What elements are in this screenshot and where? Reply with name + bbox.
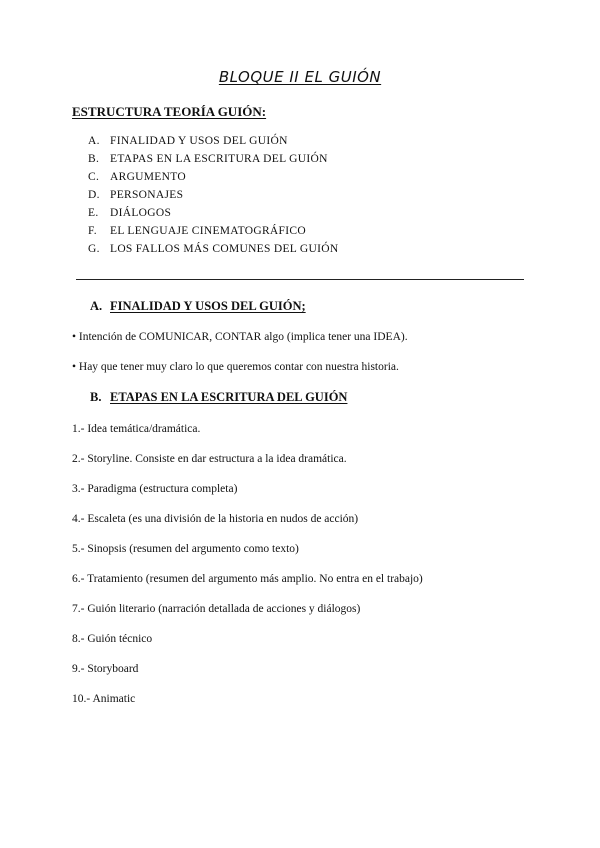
writing-steps-list [72,421,423,721]
step-item: 4.- Escaleta (es una división de la historia en nudos de acción) [72,513,359,525]
toc-letter: A. [88,135,100,147]
toc-letter: G. [88,243,100,255]
toc-text: ETAPAS EN LA ESCRITURA DEL GUIÓN [110,153,328,165]
toc-letter: D. [88,189,100,201]
toc-item [88,204,338,222]
section-b-title: ETAPAS EN LA ESCRITURA DEL GUIÓN [110,390,348,404]
section-a-bullet: • Hay que tener muy claro lo que queremos contar con nuestra historia. [72,361,399,373]
toc-text: LOS FALLOS MÁS COMUNES DEL GUIÓN [110,243,339,255]
section-a-heading [90,299,306,314]
toc-item [88,168,338,186]
step-item: 5.- Sinopsis (resumen del argumento como texto) [72,543,299,555]
toc-text: ARGUMENTO [110,171,186,183]
step-item: 3.- Paradigma (estructura completa) [72,483,238,495]
step-item: 2.- Storyline. Consiste en dar estructura a la idea dramática. [72,453,347,465]
toc-item [88,132,338,150]
section-b-heading [90,390,347,405]
structure-heading: ESTRUCTURA TEORÍA GUIÓN: [72,104,267,119]
section-a-letter: A. [90,299,103,313]
toc-item [88,150,338,168]
step-item: 7.- Guión literario (narración detallada de acciones y diálogos) [72,603,361,615]
section-b-letter: B. [90,390,102,404]
step-item: 10.- Animatic [72,693,136,705]
toc-text: FINALIDAD Y USOS DEL GUIÓN [110,135,288,147]
toc-letter: F. [88,225,97,237]
step-item: 9.- Storyboard [72,663,139,675]
horizontal-divider [76,279,524,280]
step-item: 1.- Idea temática/dramática. [72,423,201,435]
toc-text: EL LENGUAJE CINEMATOGRÁFICO [110,225,306,237]
toc-text: DIÁLOGOS [110,207,172,219]
section-a-bullet: • Intención de COMUNICAR, CONTAR algo (implica tener una IDEA). [72,331,408,343]
toc-item [88,222,338,240]
toc-item [88,186,338,204]
step-item: 6.- Tratamiento (resumen del argumento más amplio. No entra en el trabajo) [72,573,423,585]
toc-text: PERSONAJES [110,189,184,201]
toc-item [88,240,338,258]
table-of-contents [88,132,338,258]
page-title: BLOQUE II EL GUIÓN [218,68,382,86]
toc-letter: C. [88,171,100,183]
toc-letter: E. [88,207,99,219]
toc-letter: B. [88,153,100,165]
section-a-title: FINALIDAD Y USOS DEL GUIÓN; [110,299,306,313]
step-item: 8.- Guión técnico [72,633,153,645]
